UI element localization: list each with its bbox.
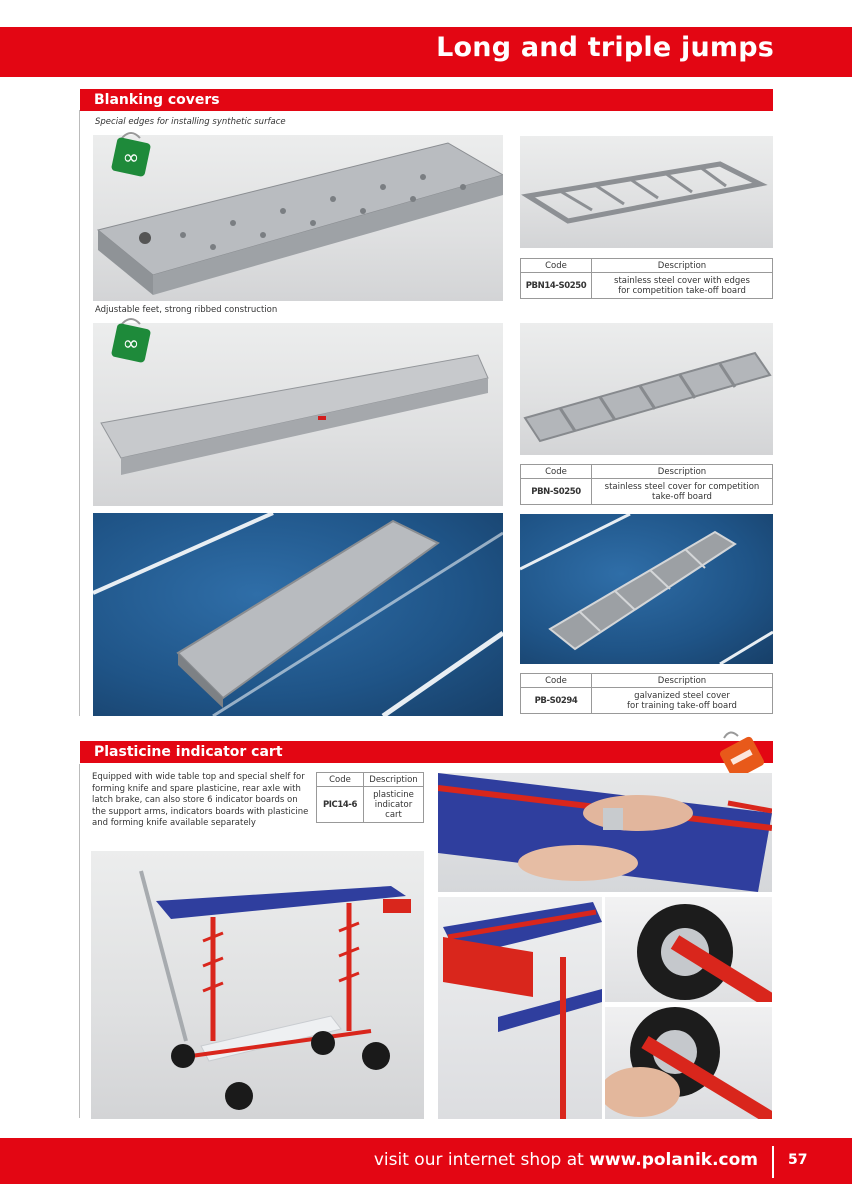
product-code: PBN-S0250 [521,479,592,505]
photo-latch-brake-detail [605,1007,772,1119]
description-line: Equipped with wide table top and special shelf for [92,772,305,782]
photo-cart-top-detail [438,897,602,1119]
table-header-code: Code [521,259,592,273]
product-table-pb [520,673,773,714]
table-header-code: Code [521,674,592,688]
product-description-line: galvanized steel cover [634,690,730,701]
footer-shop-prefix: visit our internet shop at [373,1150,590,1170]
svg-text:∞: ∞ [122,331,140,355]
product-description-line: plasticine [373,789,414,800]
footer-shop-link[interactable]: www.polanik.com [589,1150,758,1170]
table-header-description: Description [364,773,424,787]
page-number: 57 [788,1152,808,1168]
note-special-edges: Special edges for installing synthetic surface [95,117,286,127]
infinity-badge-icon [108,130,154,182]
product-description-line: stainless steel cover with edges [614,275,750,286]
photo-wheel-detail [605,897,772,1002]
product-table-pic14 [316,772,424,823]
page-title: Long and triple jumps [436,32,774,63]
section-header-blanking: Blanking covers [80,89,773,111]
section-header-plasticine: Plasticine indicator cart [80,741,773,763]
description-line: latch brake, can also store 6 indicator boards on [92,795,298,805]
plasticine-description [92,772,312,830]
footer-divider [772,1146,774,1178]
product-description-line: for competition take-off board [618,285,746,296]
product-description-line: stainless steel cover for competition [604,481,760,492]
photo-cover-with-edges [93,135,503,301]
product-table-pbn14 [520,258,773,299]
product-description-line: for training take-off board [627,700,737,711]
svg-text:∞: ∞ [122,145,140,169]
description-line: and forming knife available separately [92,818,256,828]
infinity-badge-icon [108,316,154,368]
table-header-description: Description [592,259,773,273]
photo-cover-on-track [93,513,503,716]
note-adjustable-feet: Adjustable feet, strong ribbed construction [95,305,278,315]
photo-ribbed-frame [520,323,773,455]
product-description-line: indicator [374,799,413,810]
table-header-code: Code [521,465,592,479]
table-header-code: Code [317,773,364,787]
footer-shop-text [374,1150,758,1170]
description-line: forming knife and spare plasticine, rear axle with [92,783,301,794]
section-rule [79,110,80,716]
table-header-description: Description [592,465,773,479]
product-code: PBN14-S0250 [521,273,592,299]
product-code: PB-S0294 [521,688,592,714]
product-table-pbn [520,464,773,505]
photo-plasticine-cart [91,851,424,1119]
section-rule [79,764,80,1118]
photo-frame-with-edges [520,136,773,248]
photo-frame-on-track [520,514,773,664]
photo-cover-plain [93,323,503,506]
description-line: the support arms, indicators boards with plasticine [92,806,309,817]
product-description-line: take-off board [652,491,712,502]
product-code: PIC14-6 [317,787,364,823]
table-header-description: Description [592,674,773,688]
photo-forming-knife-detail [438,773,772,892]
product-description-line: cart [385,809,402,820]
